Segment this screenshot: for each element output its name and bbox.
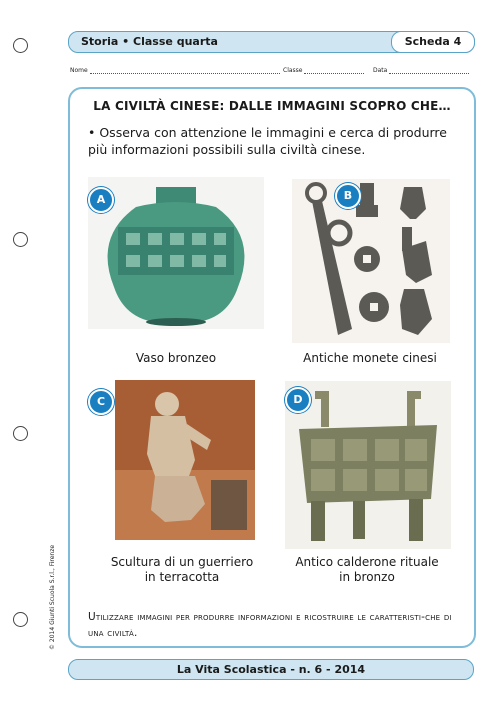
caption-d bbox=[272, 555, 462, 585]
coins-illustration bbox=[292, 179, 450, 343]
name-label: Nome bbox=[70, 67, 88, 74]
image-ancient-coins bbox=[292, 179, 450, 343]
badge-d: D bbox=[285, 387, 311, 413]
name-field[interactable] bbox=[70, 67, 280, 74]
worksheet-number: Scheda 4 bbox=[391, 31, 475, 53]
warrior-illustration bbox=[115, 380, 255, 540]
date-label: Data bbox=[373, 67, 388, 74]
caption-a: Vaso bronzeo bbox=[135, 351, 217, 365]
image-terracotta-warrior bbox=[115, 380, 255, 540]
footer-bar: La Vita Scolastica - n. 6 - 2014 bbox=[68, 659, 474, 680]
binder-hole-4 bbox=[13, 612, 28, 627]
badge-a: A bbox=[88, 187, 114, 213]
class-field[interactable] bbox=[283, 67, 364, 74]
class-line bbox=[304, 67, 364, 74]
learning-objective: Utilizzare immagini per produrre informazioni e ricostruire le caratteristi-che di una civiltà. bbox=[88, 611, 452, 639]
binder-hole-3 bbox=[13, 426, 28, 441]
binder-hole-2 bbox=[13, 232, 28, 247]
copyright-text: © 2014 Giunti Scuola S.r.l., Firenze bbox=[49, 544, 56, 650]
image-bronze-vase bbox=[88, 177, 264, 329]
caption-d-line1: Antico calderone rituale bbox=[295, 555, 439, 569]
date-line bbox=[389, 67, 469, 74]
content-frame bbox=[68, 87, 476, 648]
caption-d-line2: in bronzo bbox=[339, 570, 395, 584]
caption-c bbox=[92, 555, 272, 585]
worksheet-title: LA CIVILTÀ CINESE: DALLE IMMAGINI SCOPRO CHE… bbox=[93, 99, 451, 113]
date-field[interactable] bbox=[373, 67, 469, 74]
badge-c: C bbox=[88, 389, 114, 415]
name-line bbox=[90, 67, 280, 74]
badge-b: B bbox=[335, 183, 361, 209]
caption-c-line2: in terracotta bbox=[144, 570, 220, 584]
binder-hole-1 bbox=[13, 38, 28, 53]
image-bronze-cauldron bbox=[285, 381, 451, 549]
bronze-vase-illustration bbox=[88, 177, 264, 329]
class-label: Classe bbox=[283, 67, 303, 74]
caption-b: Antiche monete cinesi bbox=[303, 351, 437, 365]
instruction-text: • Osserva con attenzione le immagini e cerca di produrre più informazioni possibili sulla civiltà cinese. bbox=[88, 125, 447, 157]
subject-label: Storia • Classe quarta bbox=[81, 35, 218, 48]
header-bar bbox=[68, 31, 475, 53]
cauldron-illustration bbox=[285, 381, 451, 549]
caption-c-line1: Scultura di un guerriero bbox=[110, 555, 254, 569]
